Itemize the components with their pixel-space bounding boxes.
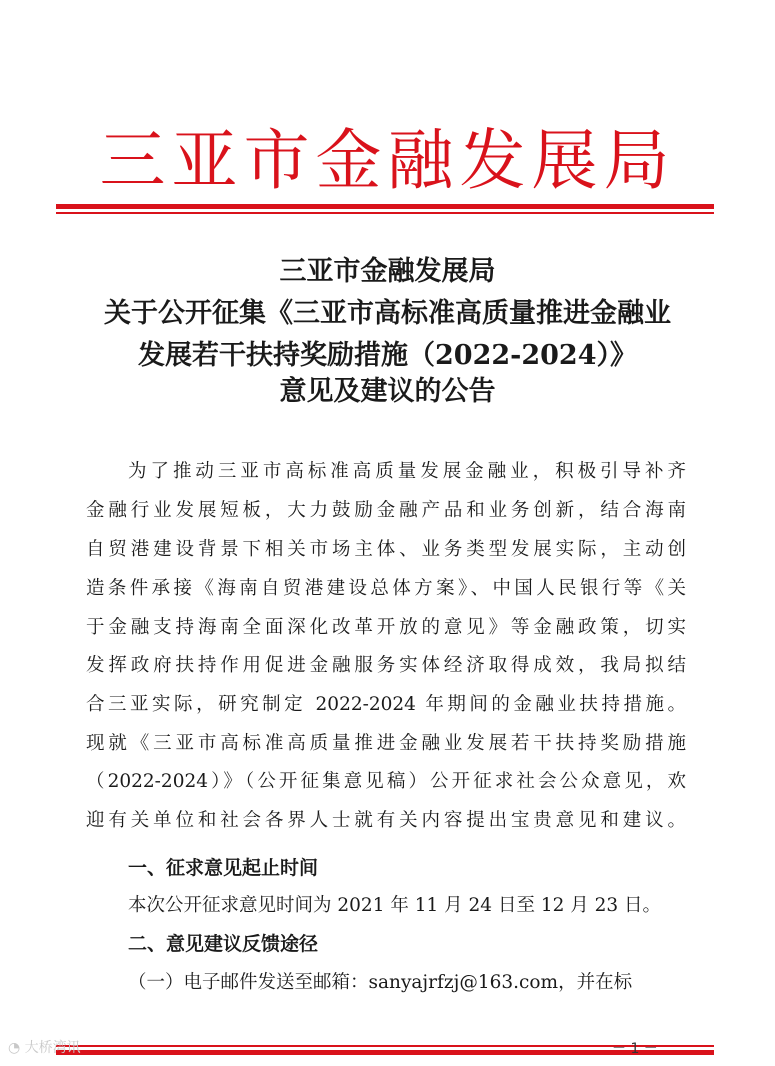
section-text: 本次公开征求意见时间为 2021 年 11 月 24 日至 12 月 23 日。 [128,895,662,916]
body-line: （2022-2024）》（公开征集意见稿）公开征求社会公众意见，欢 [86,771,686,792]
section-heading: 一、征求意见起止时间 [128,857,319,879]
body-line: 现就《三亚市高标准高质量推进金融业发展若干扶持奖励措施 [86,733,686,754]
watermark-text: 大桥湾讯 [24,1040,81,1056]
title-line: 三亚市金融发展局 [279,256,496,287]
body-line: 为了推动三亚市高标准高质量发展金融业，积极引导补齐 [128,461,686,482]
body-line: 迎有关单位和社会各界人士就有关内容提出宝贵意见和建议。 [86,810,686,831]
body-line: 造条件承接《海南自贸港建设总体方案》、中国人民银行等《关 [86,578,686,599]
agency-letterhead: 三亚市金融发展局 [99,122,676,199]
title-line: 意见及建议的公告 [279,376,496,407]
body-line: 自贸港建设背景下相关市场主体、业务类型发展实际，主动创 [86,539,686,560]
page-number: － 1 － [612,1041,658,1057]
watermark-logo-icon: ◔ [8,1040,21,1056]
title-line: 发展若干扶持奖励措施（2022-2024）》 [138,340,637,371]
section-heading: 二、意见建议反馈途径 [128,933,319,955]
section-text: （一）电子邮件发送至邮箱：sanyajrfzj@163.com，并在标 [128,972,633,993]
letterhead-rule-thin [56,212,714,214]
body-line: 合三亚实际，研究制定 2022-2024 年期间的金融业扶持措施。 [86,694,686,715]
body-line: 金融行业发展短板，大力鼓励金融产品和业务创新，结合海南 [86,500,686,521]
body-line: 发挥政府扶持作用促进金融服务实体经济取得成效，我局拟结 [86,655,686,676]
body-line: 于金融支持海南全面深化改革开放的意见》等金融政策，切实 [86,617,686,638]
letterhead-rule-thick [56,204,714,209]
title-line: 关于公开征集《三亚市高标准高质量推进金融业 [104,298,671,329]
watermark [8,1037,81,1057]
